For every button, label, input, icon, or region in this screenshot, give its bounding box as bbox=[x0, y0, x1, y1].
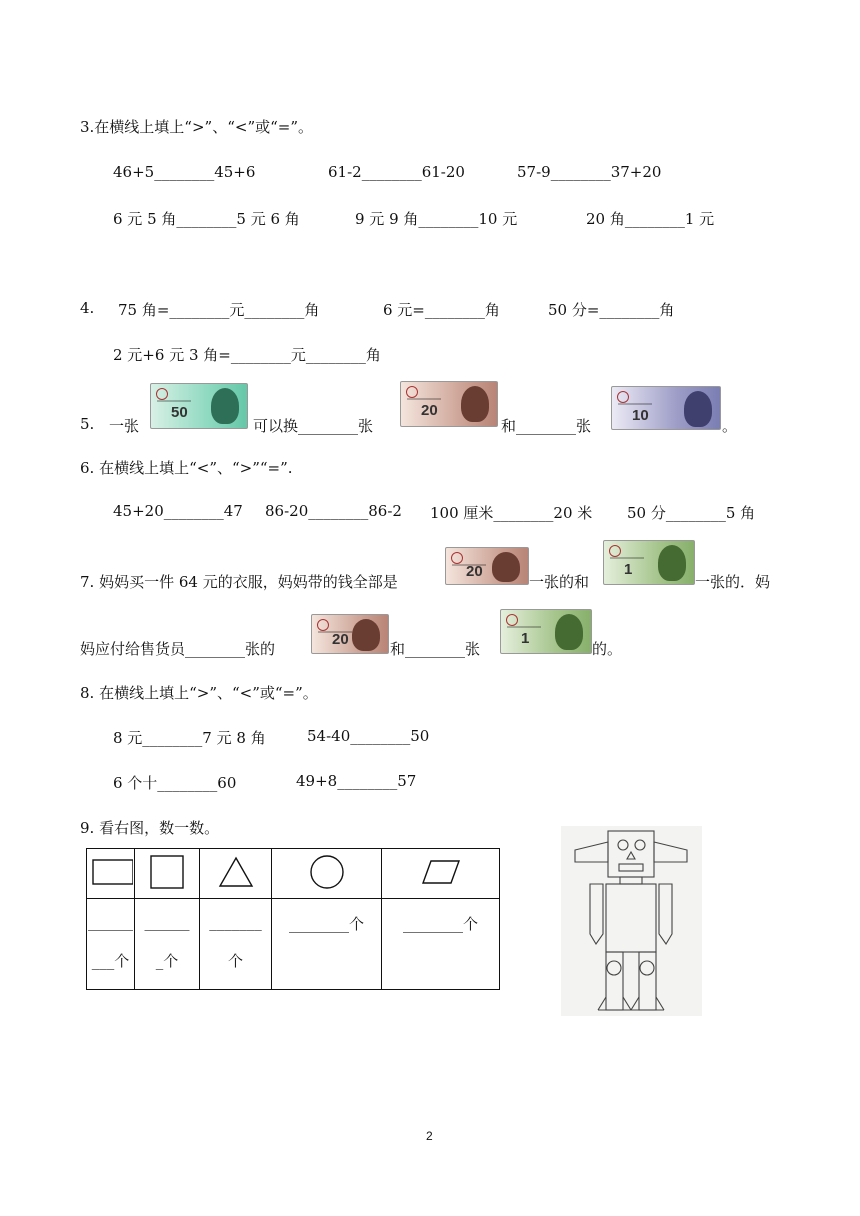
count-cell: ______ ___个 bbox=[87, 899, 135, 990]
q5-text: 和________张 bbox=[501, 417, 592, 435]
denomination-label: 1 bbox=[521, 630, 530, 647]
q6-title: 6. 在横线上填上“<”、“>”“=”. bbox=[80, 459, 293, 477]
q5-text: 一张 bbox=[109, 417, 140, 435]
emblem-icon bbox=[617, 391, 629, 403]
q3-item: 57-9________37+20 bbox=[517, 163, 662, 181]
emblem-icon bbox=[156, 388, 168, 400]
count-cell: ______ _个 bbox=[135, 899, 200, 990]
q8-item: 49+8________57 bbox=[296, 772, 417, 790]
emblem-icon bbox=[609, 545, 621, 557]
emblem-icon bbox=[506, 614, 518, 626]
emblem-icon bbox=[451, 552, 463, 564]
banknote-10-image bbox=[611, 386, 721, 430]
q4-item: 75 角=________元________角 bbox=[118, 301, 320, 319]
q4-item: 50 分=________角 bbox=[548, 301, 675, 319]
denomination-label: 10 bbox=[632, 407, 649, 424]
q8-item: 54-40________50 bbox=[307, 727, 430, 745]
shape-header-cell bbox=[200, 849, 272, 899]
shape-header-cell bbox=[382, 849, 500, 899]
square-icon bbox=[147, 852, 187, 892]
banknote-20-image bbox=[400, 381, 498, 427]
shape-header-cell bbox=[272, 849, 382, 899]
denomination-label: 50 bbox=[171, 404, 188, 421]
banknote-20-image bbox=[311, 614, 389, 654]
q6-item: 86-20________86-2 bbox=[265, 502, 402, 520]
q6-item: 100 厘米________20 米 bbox=[430, 504, 593, 522]
shape-header-cell bbox=[87, 849, 135, 899]
rectangle-icon bbox=[89, 855, 133, 889]
q3-item: 46+5________45+6 bbox=[113, 163, 256, 181]
count-cell: ________个 bbox=[272, 899, 382, 990]
q7-text: 7. 妈妈买一件 64 元的衣服，妈妈带的钱全部是 bbox=[80, 573, 398, 591]
circle-icon bbox=[307, 852, 347, 892]
q9-title: 9. 看右图，数一数。 bbox=[80, 819, 220, 837]
q7-text: 妈应付给售货员________张的 bbox=[80, 640, 276, 658]
portrait-icon bbox=[492, 552, 520, 582]
count-cell: _______ 个 bbox=[200, 899, 272, 990]
denomination-label: 20 bbox=[466, 563, 483, 580]
portrait-icon bbox=[352, 619, 380, 651]
emblem-icon bbox=[317, 619, 329, 631]
shape-count-table bbox=[86, 848, 500, 990]
q5-text: 可以换________张 bbox=[253, 417, 374, 435]
portrait-icon bbox=[211, 388, 239, 424]
shape-header-cell bbox=[135, 849, 200, 899]
q6-item: 45+20________47 bbox=[113, 502, 243, 520]
q4-item: 2 元+6 元 3 角=________元________角 bbox=[113, 346, 381, 364]
q7-text: 一张的．妈 bbox=[695, 573, 771, 591]
q7-text: 一张的和 bbox=[529, 573, 590, 591]
portrait-icon bbox=[461, 386, 489, 422]
q8-item: 6 个十________60 bbox=[113, 774, 237, 792]
portrait-icon bbox=[555, 614, 583, 650]
q3-item: 9 元 9 角________10 元 bbox=[355, 210, 518, 228]
q8-item: 8 元________7 元 8 角 bbox=[113, 729, 266, 747]
banknote-50-image bbox=[150, 383, 248, 429]
count-cell: ________个 bbox=[382, 899, 500, 990]
q8-title: 8. 在横线上填上“>”、“<”或“=”。 bbox=[80, 684, 318, 702]
q4-item: 6 元=________角 bbox=[383, 301, 500, 319]
q7-text: 和________张 bbox=[390, 640, 481, 658]
robot-figure bbox=[561, 826, 702, 1016]
banknote-1-image bbox=[603, 540, 695, 585]
emblem-icon bbox=[406, 386, 418, 398]
denomination-label: 1 bbox=[624, 561, 633, 578]
q6-item: 50 分________5 角 bbox=[627, 504, 756, 522]
q3-item: 61-2________61-20 bbox=[328, 163, 465, 181]
denomination-label: 20 bbox=[421, 402, 438, 419]
q3-item: 20 角________1 元 bbox=[586, 210, 715, 228]
banknote-20-image bbox=[445, 547, 529, 585]
parallelogram-icon bbox=[419, 857, 463, 887]
page-number: 2 bbox=[426, 1129, 433, 1143]
q5-text: 。 bbox=[722, 417, 738, 435]
portrait-icon bbox=[684, 391, 712, 427]
q7-text: 的。 bbox=[592, 640, 623, 658]
q5-number: 5. bbox=[80, 415, 95, 433]
portrait-icon bbox=[658, 545, 686, 581]
q3-title: 3.在横线上填上“>”、“<”或“=”。 bbox=[80, 118, 314, 136]
triangle-icon bbox=[216, 854, 256, 890]
banknote-1-image bbox=[500, 609, 592, 654]
robot-figure-drawing bbox=[561, 826, 702, 1016]
denomination-label: 20 bbox=[332, 631, 349, 648]
q3-item: 6 元 5 角________5 元 6 角 bbox=[113, 210, 300, 228]
q4-number: 4. bbox=[80, 299, 95, 317]
